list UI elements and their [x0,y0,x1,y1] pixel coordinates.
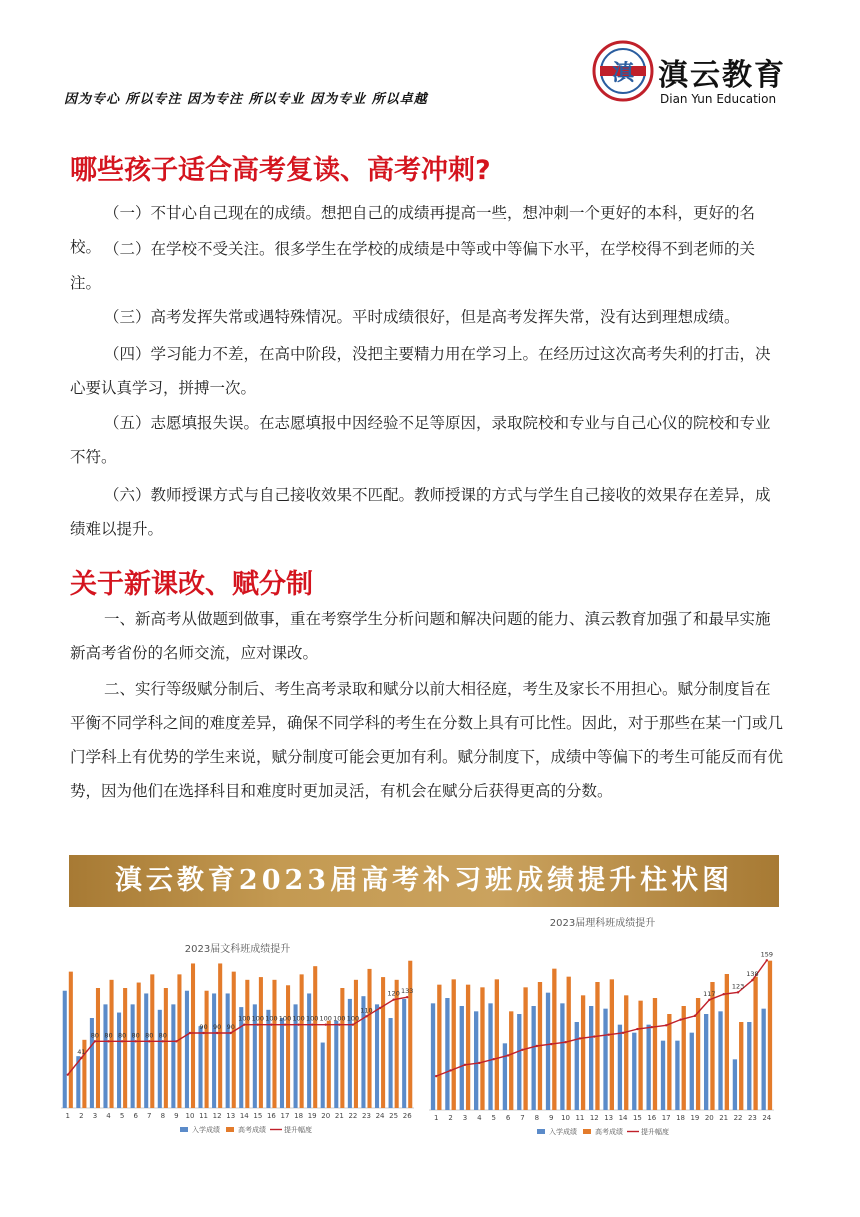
bar-exam-score [232,972,236,1108]
bar-entry-score [158,1010,162,1108]
x-tick-label: 2 [448,1114,453,1122]
data-label: 100 [251,1014,265,1023]
improvement-point [737,991,739,993]
bar-exam-score [552,969,556,1110]
x-tick-label: 6 [133,1112,138,1120]
improvement-point [622,1032,624,1034]
section1-paragraph: （三）高考发挥失常或遇特殊情况。平时成绩很好，但是高考发挥失常，没有达到理想成绩。 [104,308,740,326]
data-label: 117 [703,989,716,998]
x-tick-label: 19 [690,1114,700,1122]
bar-entry-score [389,1018,393,1108]
section2-paragraph: 二、实行等级赋分制后、考生高考录取和赋分以前大相径庭，考生及家长不用担心。赋分制度旨在平衡不同学科之间的难度差异，确保不同学科的考生在分数上具有可比性。因此，对于那些在某一门或几门学科上有优势的学生来说，赋分制度可能会更加有利。赋分制度下，成绩中等偏下的考生可能反而有优势，因为他们在选择科目和难度时更加灵活，有机会在赋分后获得更高的分数。 [70,680,784,800]
bar-entry-score [675,1041,679,1110]
x-tick-label: 5 [491,1114,496,1122]
bar-exam-score [137,983,141,1108]
improvement-point [270,1023,272,1025]
improvement-point [665,1024,667,1026]
improvement-point [679,1018,681,1020]
x-tick-label: 15 [632,1114,642,1122]
improvement-point [379,1007,381,1009]
x-tick-label: 11 [575,1114,585,1122]
bar-entry-score [185,991,189,1108]
logo-mark: 滇 [611,60,635,86]
bar-entry-score [445,998,449,1110]
improvement-point [148,1040,150,1042]
brand-logo [592,40,792,110]
bar-exam-score [340,988,344,1108]
bar-exam-score [466,985,470,1110]
x-tick-label: 14 [239,1112,249,1120]
bar-entry-score [632,1033,636,1110]
x-tick-label: 20 [704,1114,714,1122]
x-tick-label: 18 [294,1112,304,1120]
bar-exam-score [610,979,614,1110]
bar-entry-score [431,1003,435,1110]
bar-exam-score [653,998,657,1110]
x-tick-label: 10 [561,1114,571,1122]
x-tick-label: 18 [676,1114,686,1122]
improvement-point [338,1023,340,1025]
bar-exam-score [245,980,249,1108]
bar-entry-score [131,1004,135,1108]
x-tick-label: 22 [348,1112,358,1120]
section2-title: 关于新课改、赋分制 [70,569,313,600]
chart-title: 2023届理科班成绩提升 [549,918,656,929]
bar-entry-score [704,1014,708,1110]
x-tick-label: 24 [375,1112,385,1120]
bar-entry-score [375,1004,379,1108]
section1-paragraph: （一）不甘心自己现在的成绩。想把自己的成绩再提高一些，想冲刺一个更好的本科，更好的名校。 [70,204,756,256]
bar-exam-score [164,988,168,1108]
bar-exam-score [437,985,441,1110]
x-tick-label: 1 [65,1112,71,1120]
x-tick-label: 16 [647,1114,657,1122]
improvement-point [216,1032,218,1034]
bar-entry-score [560,1003,564,1110]
bar-exam-score [367,969,371,1108]
bar-exam-score [739,1022,743,1110]
bar-entry-score [718,1011,722,1110]
improvement-point [311,1023,313,1025]
bar-exam-score [313,966,317,1108]
x-tick-label: 13 [226,1112,236,1120]
x-tick-label: 24 [762,1114,772,1122]
section1-paragraph: （四）学习能力不差，在高中阶段，没把主要精力用在学习上。在经历过这次高考失利的打击，决心要认真学习，拼搏一次。 [70,345,771,397]
improvement-point [708,999,710,1001]
bar-exam-score [69,972,73,1108]
bar-entry-score [488,1003,492,1110]
bar-entry-score [517,1014,521,1110]
improvement-point [297,1023,299,1025]
improvement-point [607,1034,609,1036]
bar-entry-score [733,1059,737,1110]
bar-entry-score [103,1004,107,1108]
chart-title: 2023届文科班成绩提升 [184,944,291,955]
improvement-point [365,1015,367,1017]
data-label: 100 [346,1014,360,1023]
improvement-point [564,1041,566,1043]
bar-entry-score [618,1025,622,1110]
bar-exam-score [205,991,209,1108]
improvement-point [202,1032,204,1034]
data-label: 80 [90,1031,100,1040]
bar-exam-score [753,977,757,1110]
section1-paragraph: （五）志愿填报失误。在志愿填报中因经验不足等原因，录取院校和专业与自己心仪的院校和专业不符。 [70,414,771,466]
bar-entry-score [603,1009,607,1110]
improvement-point [80,1057,82,1059]
bar-exam-score [123,988,127,1108]
improvement-point [325,1023,327,1025]
improvement-point [67,1073,69,1075]
x-tick-label: 21 [334,1112,344,1120]
data-label: 100 [305,1014,319,1023]
bar-entry-score [334,1021,338,1108]
bar-entry-score [474,1011,478,1110]
bar-entry-score [144,993,148,1108]
legend-label: 高考成绩 [595,1128,623,1136]
x-tick-label: 23 [747,1114,757,1122]
bar-exam-score [509,1011,513,1110]
bar-entry-score [63,991,67,1108]
bar-entry-score [460,1006,464,1110]
bar-entry-score [198,1026,202,1108]
bar-exam-score [177,974,181,1108]
data-label: 138 [746,970,759,979]
data-label: 123 [731,982,745,991]
x-tick-label: 22 [733,1114,743,1122]
bar-entry-score [171,1004,175,1108]
legend-swatch [537,1129,545,1134]
x-tick-label: 3 [92,1112,98,1120]
section2-paragraph: 一、新高考从做题到做事，重在考察学生分析问题和解决问题的能力、滇云教育加强了和最早实施新高考省份的名师交流，应对课改。 [70,610,771,662]
bar-exam-score [218,963,222,1108]
improvement-point [507,1054,509,1056]
x-tick-label: 8 [160,1112,166,1120]
bar-exam-score [595,982,599,1110]
bar-entry-score [117,1013,121,1108]
bar-exam-score [624,995,628,1110]
improvement-point [392,998,394,1000]
x-tick-label: 16 [266,1112,276,1120]
x-tick-label: 11 [199,1112,209,1120]
bar-exam-score [480,987,484,1110]
bar-entry-score [321,1043,325,1108]
science-chart [425,912,780,1142]
x-tick-label: 17 [661,1114,671,1122]
bar-exam-score [495,979,499,1110]
bar-exam-score [768,961,772,1110]
improvement-point [766,959,768,961]
data-label: 159 [760,950,774,959]
improvement-point [751,979,753,981]
improvement-point [230,1032,232,1034]
liberal-arts-chart-svg [55,930,420,1140]
improvement-point [284,1023,286,1025]
bar-exam-score [452,979,456,1110]
x-tick-label: 20 [321,1112,331,1120]
improvement-point [352,1023,354,1025]
bar-entry-score [280,1018,284,1108]
improvement-point [694,1015,696,1017]
liberal-arts-chart [55,930,420,1140]
data-label: 110 [360,1006,373,1015]
bar-entry-score [546,993,550,1110]
section1-paragraph: （六）教师授课方式与自己接收效果不匹配。教师授课的方式与学生自己接收的效果存在差异，成绩难以提升。 [70,486,771,538]
data-label: 90 [199,1023,208,1031]
x-tick-label: 26 [402,1112,412,1120]
x-tick-label: 12 [212,1112,222,1120]
data-label: 100 [319,1014,332,1023]
data-label: 100 [333,1014,346,1023]
improvement-point [134,1040,136,1042]
bar-entry-score [212,993,216,1108]
x-tick-label: 17 [280,1112,290,1120]
bar-exam-score [567,977,571,1110]
data-label: 80 [104,1031,113,1040]
bar-exam-score [581,995,585,1110]
improvement-point [636,1028,638,1030]
x-tick-label: 6 [505,1114,511,1122]
section1-title: 哪些孩子适合高考复读、高考冲刺? [70,155,491,186]
bar-exam-score [96,988,100,1108]
x-tick-label: 7 [147,1112,152,1120]
data-label: 41 [77,1048,86,1056]
x-tick-label: 5 [119,1112,125,1120]
legend-swatch [583,1129,591,1134]
improvement-point [406,996,408,998]
header-slogan: 因为专心 所以专注 因为专注 所以专业 因为专业 所以卓越 [64,92,428,107]
bar-exam-score [381,977,385,1108]
x-tick-label: 13 [604,1114,614,1122]
improvement-point [521,1049,523,1051]
improvement-line [436,960,767,1076]
bar-exam-score [300,974,304,1108]
data-label: 100 [238,1014,251,1023]
x-tick-label: 14 [618,1114,628,1122]
improvement-point [492,1058,494,1060]
legend-swatch [226,1127,234,1132]
x-tick-label: 3 [462,1114,468,1122]
improvement-point [162,1040,164,1042]
x-tick-label: 19 [307,1112,317,1120]
data-label: 120 [387,989,400,998]
legend-label: 高考成绩 [238,1126,266,1134]
x-tick-label: 2 [79,1112,84,1120]
improvement-point [651,1026,653,1028]
data-label: 90 [212,1023,222,1031]
logo-subtitle: Dian Yun Education [660,92,777,106]
bar-entry-score [661,1041,665,1110]
improvement-point [175,1040,177,1042]
improvement-point [107,1040,109,1042]
x-tick-label: 12 [589,1114,599,1122]
bar-entry-score [747,1022,751,1110]
x-tick-label: 7 [520,1114,525,1122]
legend-label: 提升幅度 [284,1126,312,1134]
bar-entry-score [575,1022,579,1110]
logo-emblem-icon [592,40,654,102]
improvement-point [478,1062,480,1064]
improvement-point [550,1043,552,1045]
improvement-point [449,1069,451,1071]
x-tick-label: 9 [548,1114,554,1122]
data-label: 100 [265,1014,278,1023]
improvement-point [94,1040,96,1042]
bar-exam-score [327,1021,331,1108]
legend-label: 入学成绩 [549,1128,577,1136]
bar-entry-score [647,1025,651,1110]
data-label: 100 [278,1014,292,1023]
x-tick-label: 23 [362,1112,371,1120]
bar-entry-score [589,1006,593,1110]
improvement-point [593,1035,595,1037]
data-label: 80 [131,1031,140,1040]
bar-exam-score [110,980,114,1108]
bar-entry-score [532,1006,536,1110]
bar-exam-score [354,980,358,1108]
improvement-point [189,1032,191,1034]
bar-exam-score [259,977,263,1108]
science-chart-svg [425,912,780,1142]
bar-entry-score [226,993,230,1108]
bar-entry-score [307,993,311,1108]
x-tick-label: 10 [185,1112,195,1120]
logo-name: 滇云教育 [658,58,786,93]
bar-exam-score [710,982,714,1110]
chart-banner: 滇云教育2023届高考补习班成绩提升柱状图 [69,855,779,907]
legend-label: 入学成绩 [192,1126,220,1134]
x-tick-label: 15 [253,1112,263,1120]
bar-entry-score [762,1009,766,1110]
x-tick-label: 1 [433,1114,439,1122]
bar-exam-score [272,980,276,1108]
x-tick-label: 8 [534,1114,540,1122]
x-tick-label: 21 [719,1114,729,1122]
improvement-point [536,1045,538,1047]
improvement-point [121,1040,123,1042]
improvement-point [243,1023,245,1025]
data-label: 90 [226,1023,235,1031]
bar-exam-score [667,1014,671,1110]
improvement-point [579,1037,581,1039]
bar-entry-score [402,999,406,1108]
x-tick-label: 4 [477,1114,482,1122]
bar-exam-score [286,985,290,1108]
legend-label: 提升幅度 [641,1128,669,1136]
bar-exam-score [408,961,412,1108]
improvement-point [722,993,724,995]
data-label: 100 [292,1014,305,1023]
data-label: 80 [145,1031,154,1040]
x-tick-label: 9 [174,1112,179,1120]
x-tick-label: 4 [106,1112,111,1120]
data-label: 133 [401,987,414,996]
improvement-point [435,1075,437,1077]
bar-entry-score [690,1033,694,1110]
bar-exam-score [638,1001,642,1110]
improvement-point [464,1064,466,1066]
data-label: 80 [158,1031,167,1040]
x-tick-label: 25 [389,1112,399,1120]
bar-entry-score [503,1043,507,1110]
improvement-point [257,1023,259,1025]
section1-paragraph: （二）在学校不受关注。很多学生在学校的成绩是中等或中等偏下水平，在学校得不到老师的关注。 [70,240,756,292]
bar-exam-score [191,963,195,1108]
legend-swatch [180,1127,188,1132]
bar-exam-score [682,1006,686,1110]
data-label: 80 [117,1031,127,1040]
